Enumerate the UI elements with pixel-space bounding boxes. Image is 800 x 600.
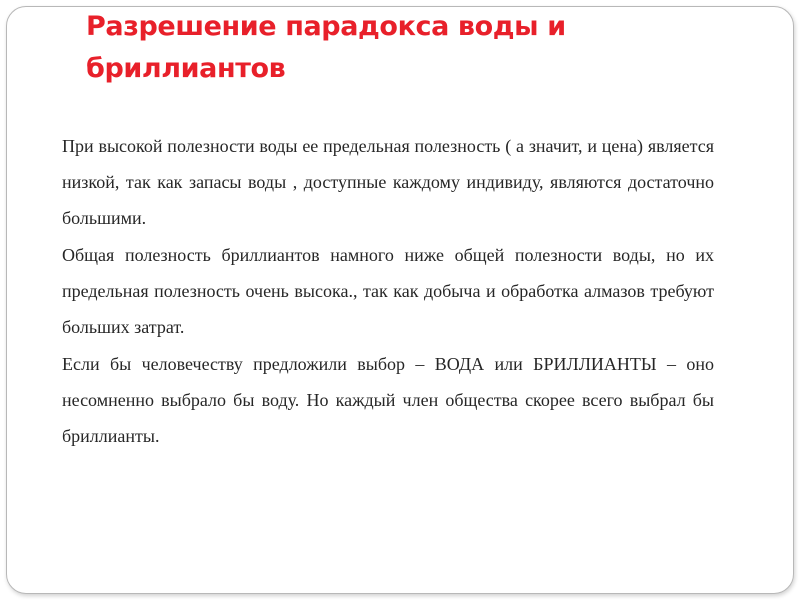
slide-body (62, 128, 714, 455)
slide-title: Разрешение парадокса воды и бриллиантов (86, 11, 566, 84)
paragraph-choice: Если бы человечеству предложили выбор – ВОДА или БРИЛЛИАНТЫ – оно несомненно выбрало бы воду. Но каждый член общества скорее всего выбрал бы бриллианты. (62, 354, 714, 446)
paragraph-diamond-utility: Общая полезность бриллиантов намного ниже общей полезности воды, но их предельная полезность очень высока., так как добыча и обработка алмазов требуют больших затрат. (62, 245, 714, 337)
paragraph-water-utility: При высокой полезности воды ее предельная полезность ( а значит, и цена) является низкой, так как запасы воды , доступные каждому индивиду, являются достаточно большими. (62, 136, 714, 228)
